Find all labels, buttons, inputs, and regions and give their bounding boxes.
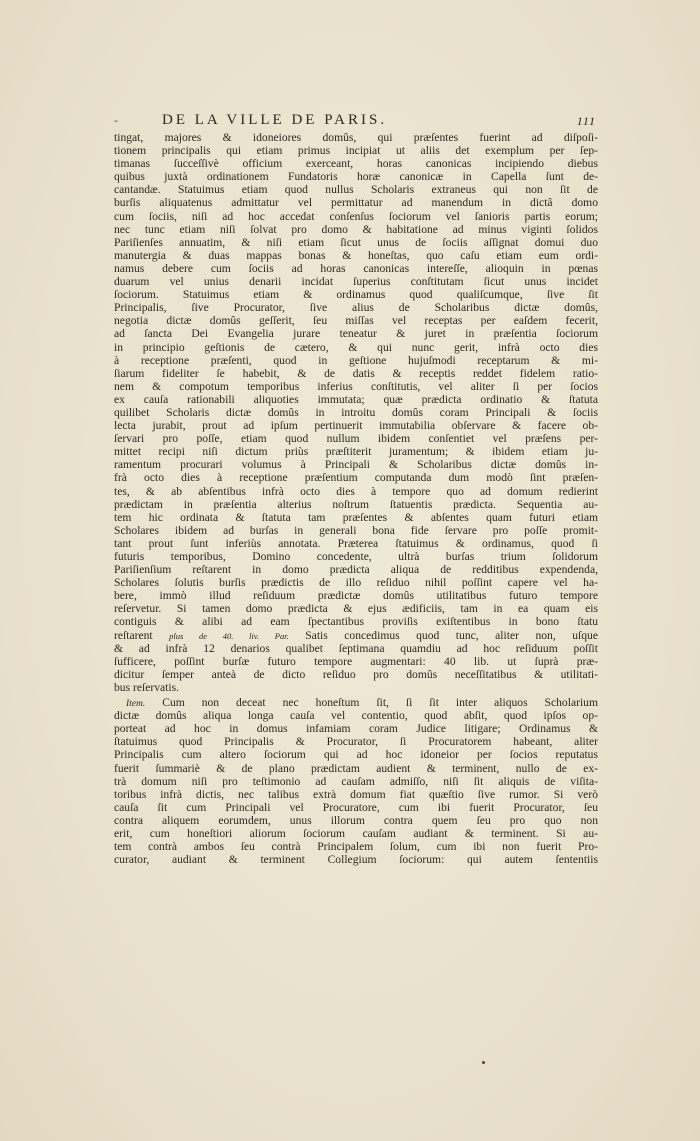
paragraph-2-first-line xyxy=(114,696,598,709)
text-line: ſociorum. Statuimus etiam & ordinamus quod qualiſcumque, ſive ſit xyxy=(114,288,598,302)
text-line: nec tunc etiam niſi ſolvat pro domo & habitatione ad minus viginti ſolidos xyxy=(114,222,598,236)
text-line: cauſa ſit cum Principali vel Procuratore, cum ibi fuerit Procurator, ſeu xyxy=(114,800,598,814)
text-line: cum ſociis, niſi ad hoc accedat conſenſus ſociorum vel ſanioris partis eorum; xyxy=(114,209,598,223)
page-number: 111 xyxy=(576,114,596,128)
text-line: in principio geſtionis de cætero, & qui nunc gerit, infrà octo dies xyxy=(114,340,598,354)
margin-note: plus de 40. liv. Par. xyxy=(169,630,289,641)
text-line: ramentum procurari volumus à Principali & Scholaribus dictæ domûs in- xyxy=(114,458,598,472)
running-header xyxy=(114,112,598,132)
text-line: burſis aliquatenus admittatur vel permittatur ad manendum in dictâ domo xyxy=(114,196,598,210)
text-line: Principalis cum altero ſociorum qui ad hoc idoneior per ſocios reputatus xyxy=(114,748,598,762)
text-line: curator, audiant & terminent Collegium ſociorum: qui autem ſententiis xyxy=(114,853,598,867)
text-line: mittet recipi niſi dictum priùs præſtiterit juramentum; & ibidem etiam ju- xyxy=(114,445,598,459)
text-line: ſervari pro poſſe, etiam quod nullum ibidem conſentiet vel præſens per- xyxy=(114,432,598,446)
item-label: Item. xyxy=(126,699,146,710)
text-line: Pariſienſium reſtarent in domo prædicta aliqua de redditibus expendenda, xyxy=(114,563,598,577)
text-line: nem & compotum temporibus inferius conſtitutis, vel aliter ſi per ſocios xyxy=(114,379,598,393)
text-line: bus reſervatis. xyxy=(114,680,180,694)
text-line: dictæ domûs aliqua longa cauſa vel contentio, quod abſit, quod ipſos op- xyxy=(114,709,598,723)
text-line: manutergia & duas mappas bonas & honeſtas, quo caſu etiam eum ordi- xyxy=(114,248,598,262)
text-line: à receptione præſenti, quod in geſtione hujuſmodi receptarum & mi- xyxy=(114,353,598,367)
text-line: trà domum niſi pro teſtimonio ad cauſam admiſſo, niſi ſit aliquis de viſita- xyxy=(114,774,598,788)
text-line: namus debere cum ſociis ad horas canonicas intereſſe, alioquin in pœnas xyxy=(114,261,598,275)
text-line: ſtatuimus quod Principalis & Procurator, ſi Procuratorem habeant, aliter xyxy=(114,735,598,749)
text-line: timanas ſucceſſivè officium exerceant, horas canonicas incipiendo diebus xyxy=(114,157,598,171)
line-text: Satis concedimus quod tunc, aliter non, uſque xyxy=(305,628,598,642)
text-line: erit, cum honeſtiori aliorum ſociorum cauſam audiant & terminent. Si au- xyxy=(114,826,598,840)
text-line: ſiarum fideliter ſe habebit, & de datis & receptis reddet fidelem ratio- xyxy=(114,366,598,380)
text-line: duarum vel unius denarii incidat ſuperius conſtitutam ſicut unus incidet xyxy=(114,275,598,289)
line-text: reſtarent xyxy=(114,628,153,642)
text-line: tingat, majores & idoneiores domûs, qui præſentes fuerint ad diſpoſi- xyxy=(114,131,598,144)
text-line: lecta jurabit, prout ad ipſum pertinuerit immutabilia obſervare & facere ob- xyxy=(114,419,598,433)
paragraph-1 xyxy=(114,131,598,629)
text-line: ex cauſa rationabili aliquoties immutata; quæ prædicta ordinatio & ſtatuta xyxy=(114,392,598,406)
text-line: tem hic ordinata & ſtatuta tam præſentes & abſentes quam futuri etiam xyxy=(114,510,598,524)
text-line: Scholares ſolutis burſis prædictis de illo reſiduo nihil poſſint capere vel ha- xyxy=(114,576,598,590)
text-line: contiguis & alibi ad eam ſpectantibus proviſis exiſtentibus in bono ſtatu xyxy=(114,615,598,629)
text-line: frà octo dies à receptione præſentium computanda dum modò ſint præſen- xyxy=(114,471,598,485)
text-line: futuris temporibus, Domino concedente, ultrà burſas trium ſolidorum xyxy=(114,550,598,563)
text-line: negotia dictæ domûs geſſerit, ſeu miſſas vel receptas per eaſdem fecerit, xyxy=(114,314,598,328)
text-line: Principalis, ſive Procurator, ſive alius de Scholaribus dictæ domûs, xyxy=(114,301,598,315)
text-line: quilibet Scholaris dictæ domûs in introitu domûs coram Principali & ſociis xyxy=(114,405,598,419)
text-line: toribus infrà dictis, nec talibus extrà domum fiat quæſtio ſive rumor. Si verò xyxy=(114,787,598,801)
text-line: contra aliquem eorumdem, unus illorum contra quem ſeu pro quo non xyxy=(114,813,598,827)
text-line: tant prout ſunt inferiùs annotata. Præterea ſtatuimus & ordinamus, quod ſi xyxy=(114,536,598,550)
text-line: tem contrà ambos ſeu contrà Principalem ſolum, cum ibi non fuerit Pro- xyxy=(114,840,598,854)
text-line: cantandæ. Statuimus etiam quod nullus Scholaris extraneus qui non ſit de xyxy=(114,183,598,197)
text-line: reſervetur. Si tamen domo prædicta & ejus ædificiis, tam in ea quam eis xyxy=(114,602,598,616)
ink-speck xyxy=(482,1061,485,1064)
text-line: quibus juxtà ordinationem Fundatoris horæ canonicæ in Capella ſunt de- xyxy=(114,170,598,184)
header-dash: - xyxy=(114,113,118,127)
text-line: ſufficere, poſſint burſæ futuro tempore augmentari: 40 lib. ut ſuprà præ- xyxy=(114,654,598,668)
text-line: Pariſienſes annuatim, & niſi etiam ſicut unus de ſociis aſſignat domui duo xyxy=(114,235,598,249)
running-title: DE LA VILLE DE PARIS. xyxy=(162,112,388,128)
body-text xyxy=(114,131,598,866)
text-line: ad ſancta Dei Evangelia jurare teneatur & juret in præſentia ſociorum xyxy=(114,327,598,341)
text-line: tionem principalis qui etiam primus incipiat ut aliis det exemplum per ſep- xyxy=(114,144,598,158)
text-line-margin-note xyxy=(114,629,598,642)
line-text: Cum non deceat nec honeſtum ſit, ſi ſit inter aliquos Scholarium xyxy=(162,696,598,710)
text-line: porteat ad hoc in domus infamiam coram Judice litigare; Ordinamus & xyxy=(114,722,598,736)
text-line: dicitur ſemper anteà de dicto reſiduo pro domûs neceſſitatibus & utilitati- xyxy=(114,667,598,681)
text-line: tes, & ab abſentibus infrà octo dies à tempore quo ad domum redierint xyxy=(114,484,598,498)
text-line: fuerit ſummariè & de plano prædictam audient & terminent, nullo de ex- xyxy=(114,761,598,775)
text-line: Scholares ibidem ad burſas in generali bona fide ſervare pro poſſe promit- xyxy=(114,523,598,537)
paragraph-1-tail xyxy=(114,642,598,694)
text-line: bere, immò illud reſiduum prædictæ domûs utilitatibus futuro tempore xyxy=(114,589,598,603)
paragraph-2 xyxy=(114,709,598,866)
text-line: prædictam in præſentia alterius noſtrum ſtatuentis prædicta. Sequentia au- xyxy=(114,497,598,511)
text-line: & ad infrà 12 denarios qualibet ſeptimana quamdiu ad hoc reſiduum poſſit xyxy=(114,641,598,655)
